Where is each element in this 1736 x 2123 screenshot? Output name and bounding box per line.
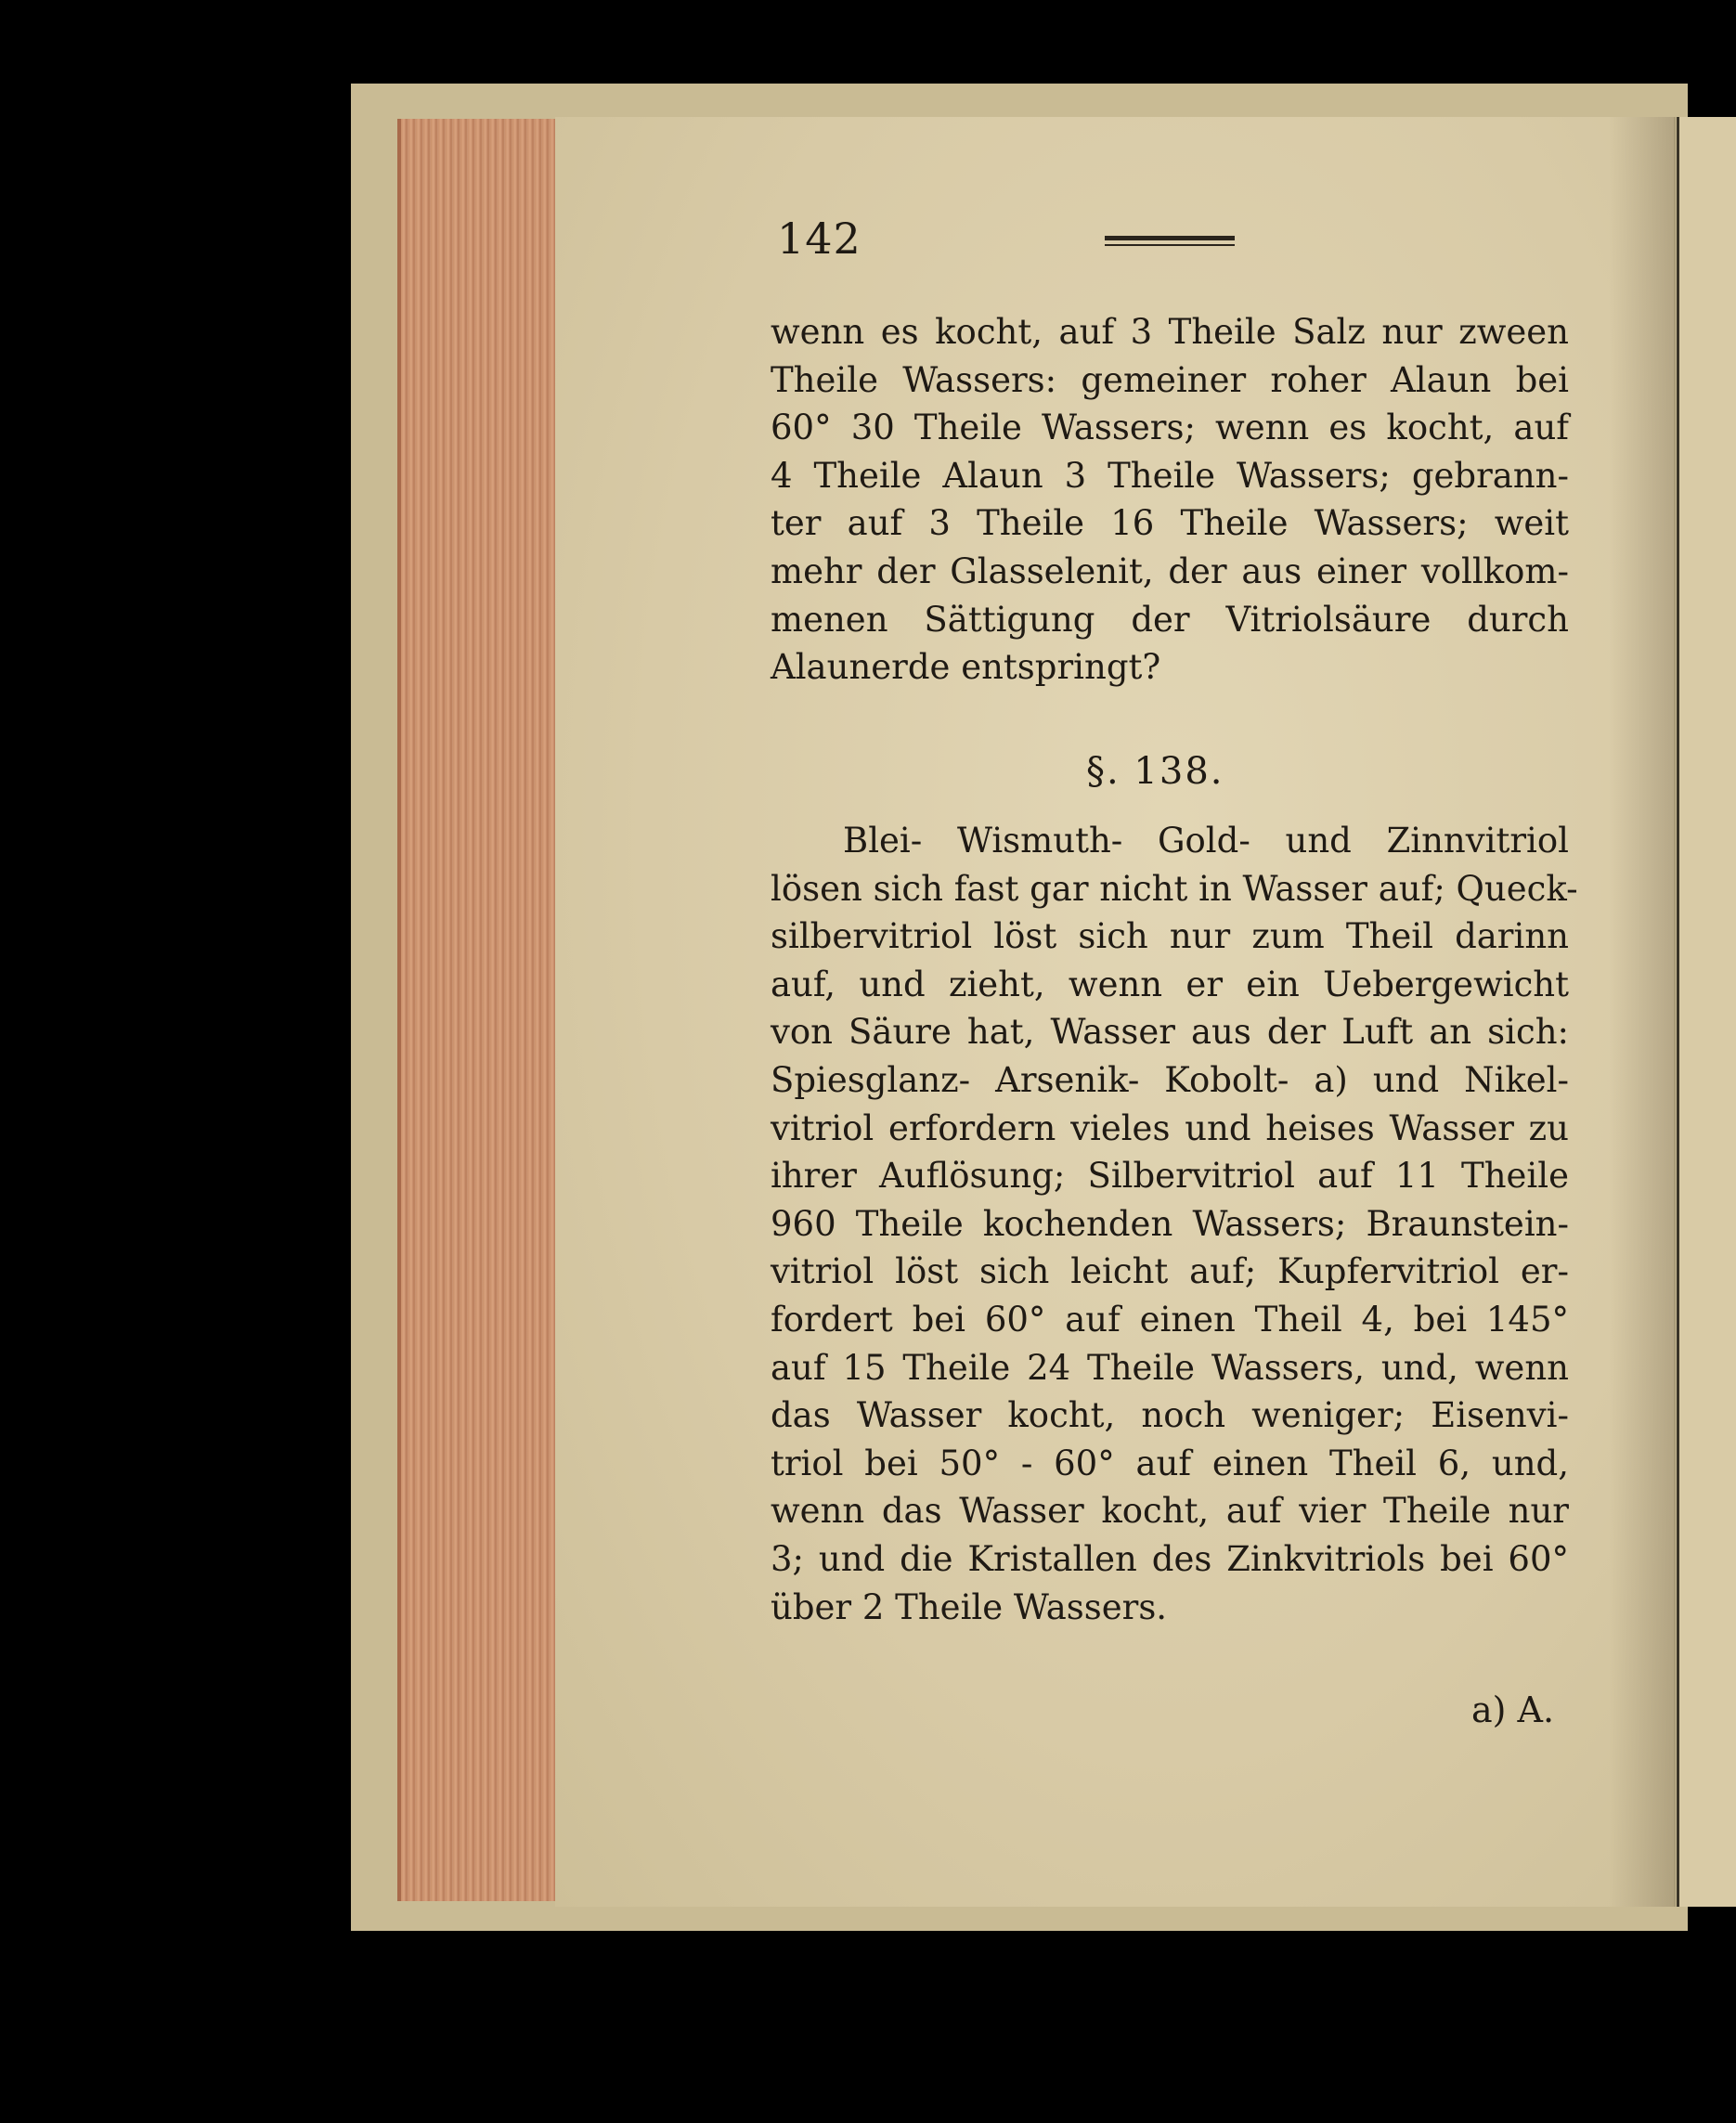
header-rule — [1105, 236, 1235, 240]
text-line: von Säure hat, Wasser aus der Luft an sich: — [771, 1012, 1569, 1053]
paragraph-2 — [771, 817, 1578, 1631]
text-line: wenn es kocht, auf 3 Theile Salz nur zween — [771, 312, 1569, 352]
facing-page-edge — [1677, 117, 1736, 1907]
text-line: das Wasser kocht, noch weniger; Eisenvi- — [771, 1395, 1569, 1436]
text-line: auf 15 Theile 24 Theile Wassers, und, wenn — [771, 1347, 1569, 1388]
text-line: Blei- Wismuth- Gold- und Zinnvitriol — [843, 821, 1569, 861]
text-line: auf, und zieht, wenn er ein Uebergewicht — [771, 964, 1569, 1004]
page-edges — [397, 119, 559, 1901]
text-line: silbervitriol löst sich nur zum Theil darinn — [771, 916, 1569, 957]
text-line: fordert bei 60° auf einen Theil 4, bei 145° — [771, 1299, 1569, 1340]
text-line: 60° 30 Theile Wassers; wenn es kocht, auf — [771, 408, 1569, 448]
spine-shadow — [1609, 117, 1674, 1907]
section-heading: §. 138. — [1086, 750, 1224, 793]
catchword: a) A. — [1471, 1689, 1555, 1730]
text-line: Spiesglanz- Arsenik- Kobolt- a) und Nikel- — [771, 1059, 1569, 1100]
text-line: menen Sättigung der Vitriolsäure durch — [771, 599, 1569, 640]
text-line: lösen sich fast gar nicht in Wasser auf; Queck- — [771, 868, 1578, 909]
page-number: 142 — [777, 214, 862, 264]
text-line: über 2 Theile Wassers. — [771, 1586, 1168, 1627]
text-line: Alaunerde entspringt? — [771, 647, 1161, 688]
text-line: 960 Theile kochenden Wassers; Braunstein- — [771, 1203, 1569, 1244]
text-line: mehr der Glasselenit, der aus einer vollkom- — [771, 550, 1569, 591]
text-line: ihrer Auflösung; Silbervitriol auf 11 Theile — [771, 1156, 1569, 1197]
text-line: vitriol erfordern vieles und heises Wasser zu — [771, 1107, 1569, 1148]
text-line: ter auf 3 Theile 16 Theile Wassers; weit — [771, 503, 1569, 544]
text-line: 4 Theile Alaun 3 Theile Wassers; gebrann- — [771, 455, 1569, 496]
text-line: wenn das Wasser kocht, auf vier Theile nur — [771, 1491, 1569, 1532]
text-line: triol bei 50° - 60° auf einen Theil 6, und, — [771, 1443, 1569, 1483]
paragraph-1 — [771, 308, 1569, 692]
text-line: 3; und die Kristallen des Zinkvitriols bei 60° — [771, 1538, 1569, 1579]
text-line: vitriol löst sich leicht auf; Kupfervitriol er- — [771, 1251, 1569, 1292]
text-line: Theile Wassers: gemeiner roher Alaun bei — [771, 359, 1569, 400]
